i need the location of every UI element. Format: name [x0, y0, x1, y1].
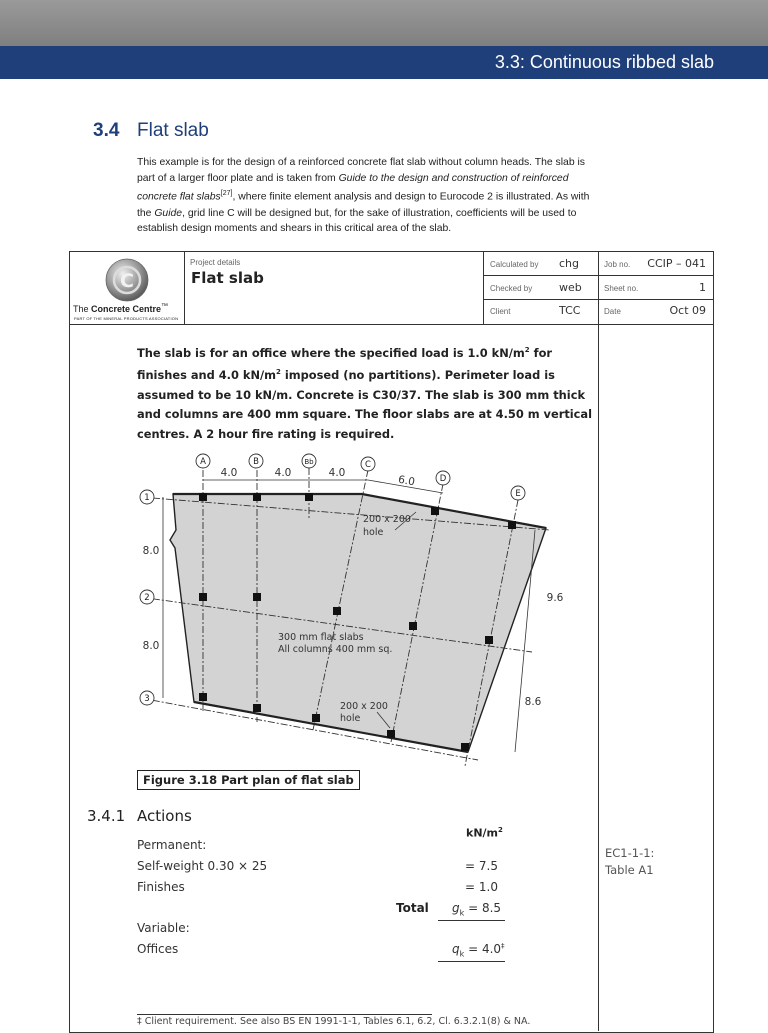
reference-title: Guide to the design and construction of reinforced concrete flat slabs: [137, 172, 569, 203]
intro-paragraph: This example is for the design of a reinforced concrete flat slab without column heads. The slab is part of a larger floor plate and is taken from Guide to the design and construction of reinforced concrete flat slabs[27], where finite element analysis and design to Eurocode 2 is illustrated. As with the Guide, grid line C will be designed but, for the sake of illustration, coefficients will be used to establish design moments and shears in this critical area of the slab.: [137, 157, 590, 235]
qk-value: $q_k = 4.0^\ddagger$: [452, 942, 505, 959]
logo-divider: [184, 251, 185, 324]
grid-label-bb: Bb: [304, 458, 314, 466]
project-label: Project details: [190, 258, 241, 267]
header-divider: [69, 324, 713, 325]
hole-note-bottom-line-1: 200 x 200: [340, 701, 388, 712]
footnote: ‡ Client requirement. See also BS EN 1991-1-1, Tables 6.1, 6.2, Cl. 6.3.2.1(8) & NA.: [137, 1016, 531, 1027]
logo-name: The Concrete Centre™: [73, 303, 169, 314]
grid-label-3: 3: [144, 694, 150, 704]
logo-letter: C: [120, 270, 134, 292]
top-band: [0, 0, 768, 46]
job-no-value: CCIP – 041: [647, 257, 706, 270]
margin-column-divider: [598, 251, 599, 1031]
checked-by-label: Checked by: [490, 284, 533, 293]
meta-row-line-2: [483, 299, 713, 300]
section-number: 3.4: [93, 120, 120, 141]
subsection-title: Actions: [137, 807, 192, 825]
qk-underline: [438, 961, 505, 962]
grid-label-1: 1: [144, 493, 150, 503]
unit-header: $kN/m^2$: [466, 826, 503, 840]
job-no-label: Job no.: [604, 260, 631, 269]
hole-note-top-line-2: hole: [363, 527, 384, 538]
slab-note-line-1: 300 mm flat slabs: [278, 632, 364, 643]
dim-top-3: 4.0: [328, 467, 346, 479]
hole-note-bottom-line-2: hole: [340, 713, 361, 724]
sheet-no-value: 1: [699, 281, 706, 294]
dim-left-1: 8.0: [142, 545, 160, 557]
banner-title: 3.3: Continuous ribbed slab: [494, 52, 714, 72]
grid-label-c: C: [365, 460, 371, 470]
permanent-heading: Permanent:: [137, 838, 207, 852]
margin-reference: EC1-1-1: Table A1: [605, 846, 655, 877]
meta-divider: [483, 251, 484, 324]
design-brief: The slab is for an office where the specified load is 1.0 $kN/m^2$ for finishes and 4.0 $kN/m^2$ imposed (no partitions). Perimeter load is assumed to be 10 kN/m. Concrete is C30/37. The slab is 300 mm thick and columns are 400 mm square. The floor slabs are at 4.50 m vertical centres. A 2 hour fire rating is required.: [137, 345, 593, 441]
concrete-centre-logo: [70, 252, 184, 323]
grid-label-b: B: [253, 457, 259, 467]
meta-row-line-1: [483, 275, 713, 276]
dim-top-2: 4.0: [274, 467, 292, 479]
footnote-rule: [137, 1014, 432, 1015]
finishes-value: = 1.0: [465, 880, 498, 894]
self-weight-label: Self-weight 0.30 × 25: [137, 859, 268, 873]
grid-label-e: E: [515, 489, 521, 499]
dim-top-4: 6.0: [397, 473, 416, 489]
hole-note-top-line-1: 200 x 200: [363, 514, 411, 525]
dim-right-1: 9.6: [546, 592, 564, 604]
gk-value: $g_k = 8.5$: [452, 901, 502, 918]
calculated-by-value: chg: [559, 257, 580, 270]
client-value: TCC: [559, 304, 581, 317]
slab-note-line-2: All columns 400 mm sq.: [278, 644, 393, 655]
offices-label: Offices: [137, 942, 179, 956]
self-weight-value: = 7.5: [465, 859, 498, 873]
section-banner: [0, 46, 768, 79]
variable-heading: Variable:: [137, 921, 190, 935]
project-title: Flat slab: [191, 269, 264, 287]
logo-tagline: PART OF THE MINERAL PRODUCTS ASSOCIATION: [74, 316, 179, 321]
section-title: Flat slab: [137, 120, 209, 141]
total-label: Total: [396, 901, 429, 915]
figure-caption: Figure 3.18 Part plan of flat slab: [137, 770, 360, 790]
grid-label-2: 2: [144, 593, 150, 603]
checked-by-value: web: [559, 281, 582, 294]
flat-slab-plan-figure: [130, 450, 570, 768]
date-label: Date: [604, 307, 621, 316]
subsection-number: 3.4.1: [87, 807, 126, 825]
dim-left-2: 8.0: [142, 640, 160, 652]
finishes-label: Finishes: [137, 880, 185, 894]
grid-label-a: A: [200, 457, 206, 467]
dim-top-1: 4.0: [220, 467, 238, 479]
grid-label-d: D: [439, 474, 447, 484]
client-label: Client: [490, 307, 511, 316]
date-value: Oct 09: [669, 304, 706, 317]
calculated-by-label: Calculated by: [490, 260, 539, 269]
dim-right-2: 8.6: [524, 696, 542, 708]
gk-underline: [438, 920, 505, 921]
sheet-no-label: Sheet no.: [604, 284, 639, 293]
